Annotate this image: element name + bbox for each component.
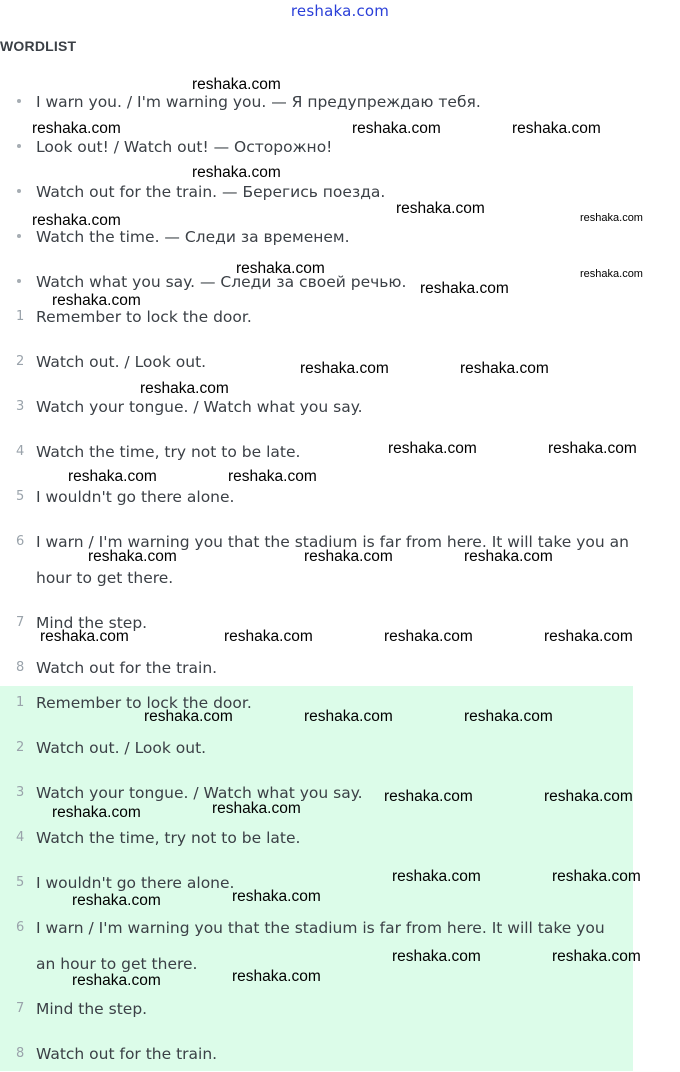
answer-item-text: Mind the step. xyxy=(36,1000,148,1018)
watermark: reshaka.com xyxy=(464,548,553,565)
item-number: 1 xyxy=(16,695,25,710)
bullet-dot-icon xyxy=(17,189,21,193)
bullet-dot-icon xyxy=(17,99,21,103)
site-logo[interactable]: reshaka.com xyxy=(290,2,390,20)
item-number: 4 xyxy=(16,830,25,845)
watermark: reshaka.com xyxy=(512,120,601,137)
exercise-item-text: Watch your tongue. / Watch what you say. xyxy=(36,398,363,416)
watermark: reshaka.com xyxy=(544,628,633,645)
watermark: reshaka.com xyxy=(52,292,141,309)
exercise-item-text: I warn / I'm warning you that the stadium is far from here. It will take you an xyxy=(36,533,629,551)
answer-item-text: Watch your tongue. / Watch what you say. xyxy=(36,784,363,802)
exercise-item-text: Mind the step. xyxy=(36,614,148,632)
exercise-item-text: Watch out for the train. xyxy=(36,659,218,677)
watermark: reshaka.com xyxy=(212,800,301,817)
watermark: reshaka.com xyxy=(384,628,473,645)
wordlist-item-text: Watch out for the train. — Берегись поезда. xyxy=(36,183,386,201)
answer-item-text: I warn / I'm warning you that the stadium is far from here. It will take you xyxy=(36,919,605,937)
wordlist-heading: WORDLIST xyxy=(0,38,77,54)
watermark: reshaka.com xyxy=(72,892,161,909)
watermark: reshaka.com xyxy=(68,468,157,485)
watermark: reshaka.com xyxy=(580,212,643,224)
answer-item-text: I wouldn't go there alone. xyxy=(36,874,235,892)
bullet-dot-icon xyxy=(17,234,21,238)
answer-item-text: Watch out for the train. xyxy=(36,1045,218,1063)
watermark: reshaka.com xyxy=(388,440,477,457)
watermark: reshaka.com xyxy=(580,268,643,280)
answer-item-text: Watch out. / Look out. xyxy=(36,739,207,757)
watermark: reshaka.com xyxy=(224,628,313,645)
watermark: reshaka.com xyxy=(232,968,321,985)
item-number: 7 xyxy=(16,615,25,630)
item-number: 3 xyxy=(16,399,25,414)
watermark: reshaka.com xyxy=(464,708,553,725)
watermark: reshaka.com xyxy=(192,164,281,181)
bullet-dot-icon xyxy=(17,279,21,283)
watermark: reshaka.com xyxy=(144,708,233,725)
watermark: reshaka.com xyxy=(72,972,161,989)
watermark: reshaka.com xyxy=(304,548,393,565)
watermark: reshaka.com xyxy=(300,360,389,377)
bullet-dot-icon xyxy=(17,144,21,148)
watermark: reshaka.com xyxy=(88,548,177,565)
watermark: reshaka.com xyxy=(420,280,509,297)
watermark: reshaka.com xyxy=(552,948,641,965)
item-number: 2 xyxy=(16,354,25,369)
item-number: 2 xyxy=(16,740,25,755)
item-number: 5 xyxy=(16,489,25,504)
watermark: reshaka.com xyxy=(392,868,481,885)
watermark: reshaka.com xyxy=(192,76,281,93)
watermark: reshaka.com xyxy=(352,120,441,137)
item-number: 5 xyxy=(16,875,25,890)
wordlist-item-text: I warn you. / I'm warning you. — Я предупреждаю тебя. xyxy=(36,93,481,111)
wordlist-item-text: Watch the time. — Следи за временем. xyxy=(36,228,350,246)
answer-item-text: Watch the time, try not to be late. xyxy=(36,829,301,847)
exercise-item-text: I wouldn't go there alone. xyxy=(36,488,235,506)
watermark: reshaka.com xyxy=(236,260,325,277)
item-number: 8 xyxy=(16,1046,25,1061)
exercise-item-text: Watch the time, try not to be late. xyxy=(36,443,301,461)
watermark: reshaka.com xyxy=(548,440,637,457)
watermark: reshaka.com xyxy=(392,948,481,965)
wordlist-item-text: Look out! / Watch out! — Осторожно! xyxy=(36,138,333,156)
watermark: reshaka.com xyxy=(232,888,321,905)
item-number: 7 xyxy=(16,1001,25,1016)
watermark: reshaka.com xyxy=(552,868,641,885)
answer-item-text: Remember to lock the door. xyxy=(36,694,252,712)
watermark: reshaka.com xyxy=(228,468,317,485)
watermark: reshaka.com xyxy=(140,380,229,397)
watermark: reshaka.com xyxy=(460,360,549,377)
watermark: reshaka.com xyxy=(396,200,485,217)
item-number: 3 xyxy=(16,785,25,800)
item-number: 1 xyxy=(16,309,25,324)
exercise-item-text-continued: hour to get there. xyxy=(36,569,174,587)
item-number: 6 xyxy=(16,534,25,549)
wordlist-item-text: Watch what you say. — Следи за своей речью. xyxy=(36,273,407,291)
exercise-item-text: Remember to lock the door. xyxy=(36,308,252,326)
watermark: reshaka.com xyxy=(40,628,129,645)
watermark: reshaka.com xyxy=(52,804,141,821)
exercise-item-text: Watch out. / Look out. xyxy=(36,353,207,371)
watermark: reshaka.com xyxy=(32,212,121,229)
item-number: 8 xyxy=(16,660,25,675)
item-number: 6 xyxy=(16,920,25,935)
watermark: reshaka.com xyxy=(544,788,633,805)
answer-item-text-continued: an hour to get there. xyxy=(36,955,198,973)
watermark: reshaka.com xyxy=(32,120,121,137)
item-number: 4 xyxy=(16,444,25,459)
watermark: reshaka.com xyxy=(304,708,393,725)
watermark: reshaka.com xyxy=(384,788,473,805)
